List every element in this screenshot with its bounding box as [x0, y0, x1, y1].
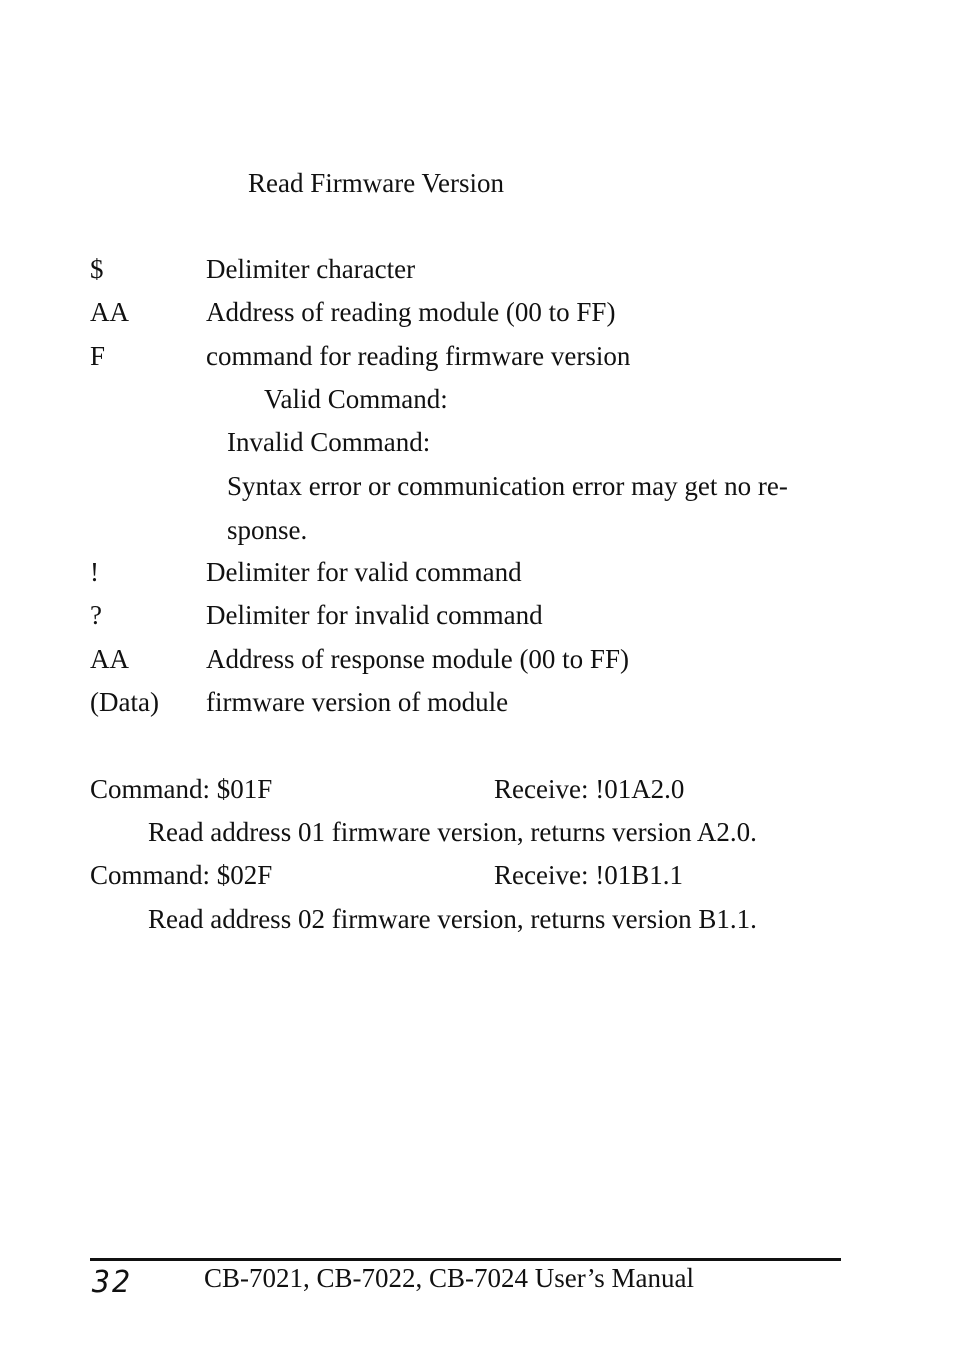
syntax-description: Delimiter character [206, 254, 416, 284]
response-symbol: ? [90, 600, 102, 630]
syntax-symbol: F [90, 341, 106, 371]
response-symbol: ! [90, 557, 99, 587]
page-number: 32 [92, 1265, 133, 1300]
error-note-line: Syntax error or communication error may get no re- [227, 471, 788, 501]
syntax-symbol: AA [90, 297, 129, 327]
response-description: firmware version of module [206, 687, 509, 717]
syntax-symbol: $ [90, 254, 104, 284]
syntax-description: command for reading firmware version [206, 341, 631, 371]
response-description: Address of response module (00 to FF) [206, 644, 629, 674]
example-command: Command: $01F [90, 774, 273, 804]
example-receive: Receive: !01B1.1 [494, 860, 683, 890]
valid-command-label: Valid Command: [264, 384, 448, 414]
response-symbol: AA [90, 644, 129, 674]
manual-title: CB-7021, CB-7022, CB-7024 User’s Manual [204, 1263, 694, 1293]
syntax-description: Address of reading module (00 to FF) [206, 297, 616, 327]
section-title: Read Firmware Version [248, 168, 504, 198]
response-symbol: (Data) [90, 687, 159, 717]
example-explanation: Read address 01 firmware version, returns version A2.0. [148, 817, 757, 847]
example-receive: Receive: !01A2.0 [494, 774, 685, 804]
response-description: Delimiter for invalid command [206, 600, 543, 630]
footer-rule [90, 1258, 841, 1261]
error-note-line: sponse. [227, 515, 308, 545]
invalid-command-label: Invalid Command: [227, 427, 431, 457]
response-description: Delimiter for valid command [206, 557, 522, 587]
example-explanation: Read address 02 firmware version, returns version B1.1. [148, 904, 757, 934]
example-command: Command: $02F [90, 860, 273, 890]
